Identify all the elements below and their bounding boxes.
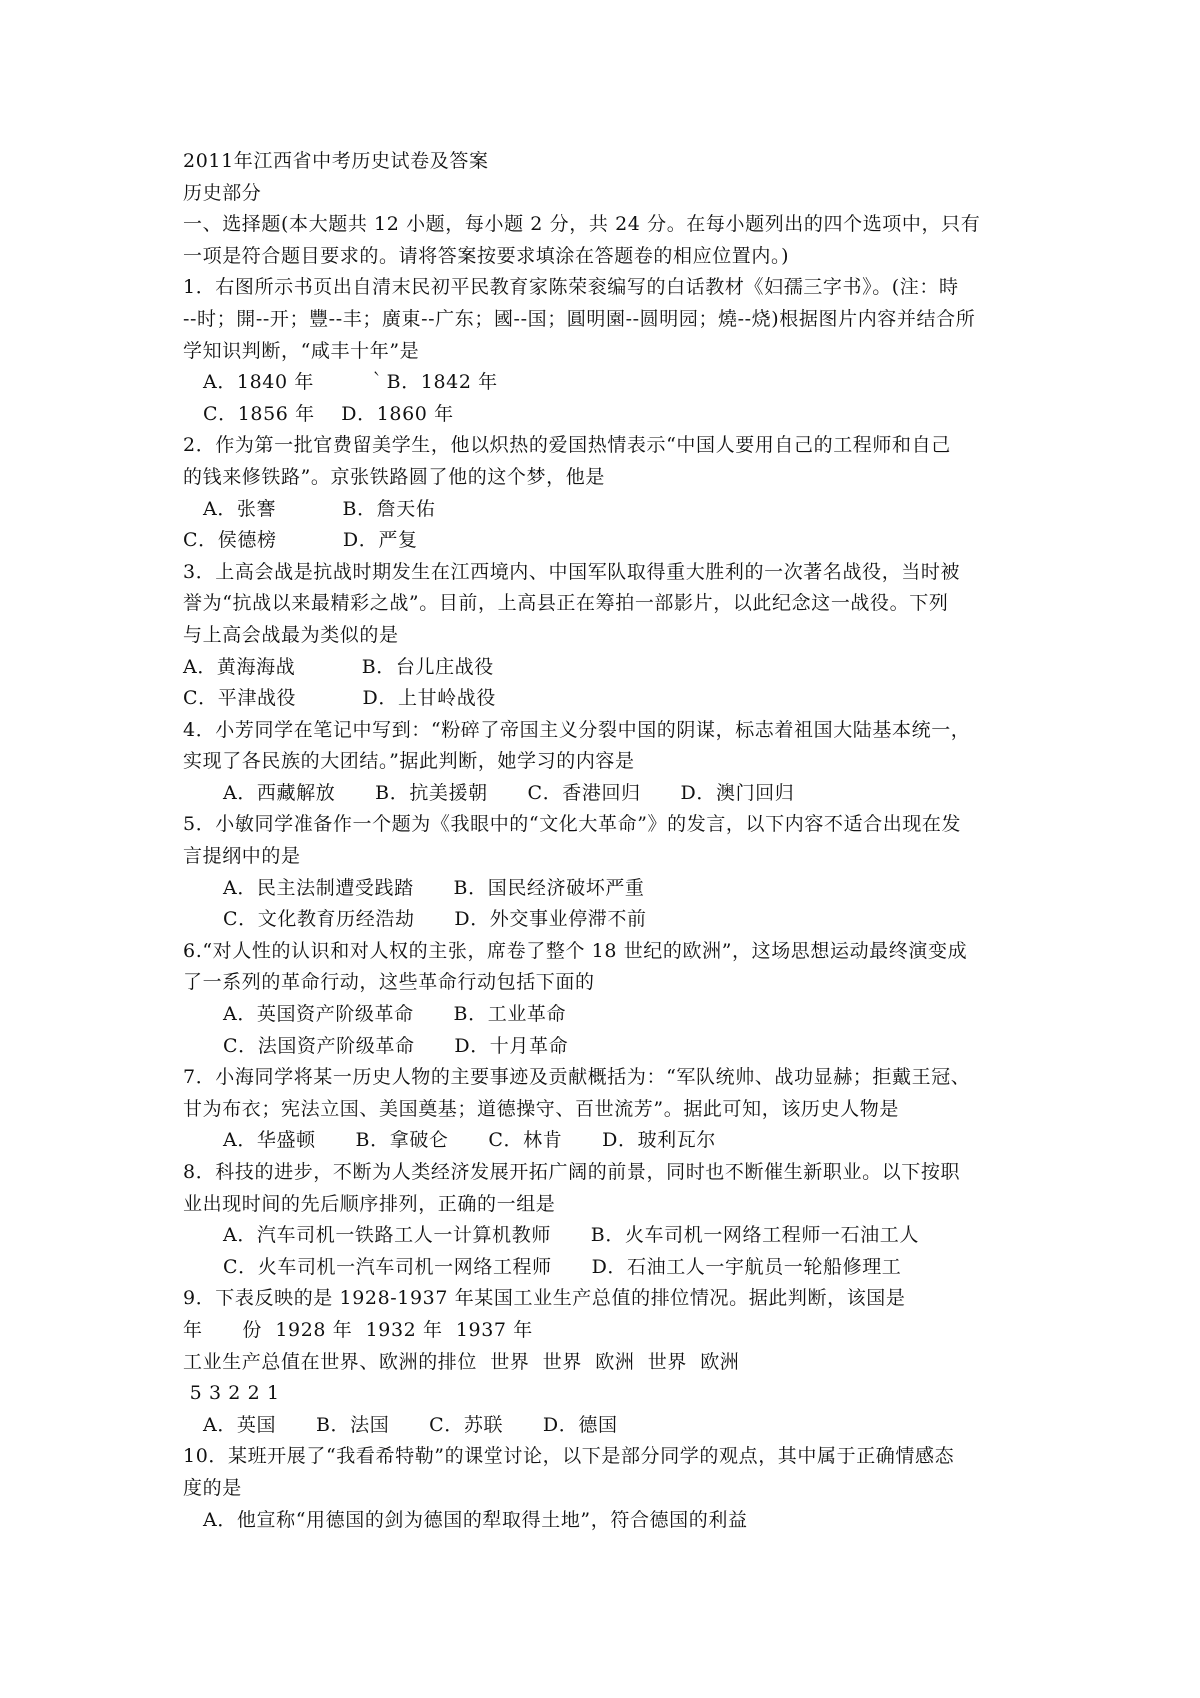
instructions-line: 一、选择题(本大题共 12 小题，每小题 2 分，共 24 分。在每小题列出的四个选项中，只有 (183, 213, 981, 236)
question-1-stem: --时；開--开；豐--丰；廣東--广东；國--国；圓明園--圆明园；燒--烧)根据图片内容并结合所 (183, 307, 976, 330)
question-6-options: C．法国资产阶级革命 D．十月革命 (223, 1034, 569, 1057)
instructions-line: 一项是符合题目要求的。请将答案按要求填涂在答题卷的相应位置内。) (183, 244, 790, 267)
question-9-options: A．英国 B．法国 C．苏联 D．德国 (203, 1413, 618, 1436)
question-4-options: A．西藏解放 B．抗美援朝 C．香港回归 D．澳门回归 (223, 781, 795, 804)
question-2-options: C．侯德榜 D．严复 (183, 529, 418, 552)
question-8-options: A．汽车司机一铁路工人一计算机教师 B．火车司机一网络工程师一石油工人 (223, 1224, 919, 1247)
question-3-options: C．平津战役 D．上甘岭战役 (183, 687, 496, 710)
question-3-options: A．黄海海战 B．台儿庄战役 (183, 655, 494, 678)
document-title: 2011年江西省中考历史试卷及答案 (183, 150, 489, 172)
question-8-options: C．火车司机一汽车司机一网络工程师 D．石油工人一宇航员一轮船修理工 (223, 1255, 902, 1278)
question-10-stem: 度的是 (183, 1476, 242, 1499)
question-4-stem: 实现了各民族的大团结。”据此判断，她学习的内容是 (183, 750, 635, 773)
question-8-stem: 8．科技的进步，不断为人类经济发展开拓广阔的前景，同时也不断催生新职业。以下按职 (183, 1161, 961, 1183)
question-9-table-line: 工业生产总值在世界、欧洲的排位 世界 世界 欧洲 世界 欧洲 (183, 1350, 740, 1373)
question-9-table-line: 5 3 2 2 1 (183, 1382, 280, 1405)
question-7-stem: 甘为布衣；宪法立国、美国奠基；道德操守、百世流芳”。据此可知，该历史人物是 (183, 1097, 899, 1120)
question-5-options: A．民主法制遭受践踏 B．国民经济破坏严重 (223, 876, 645, 899)
question-5-options: C．文化教育历经浩劫 D．外交事业停滞不前 (223, 908, 647, 931)
question-5-stem: 5．小敏同学准备作一个题为《我眼中的“文化大革命”》的发言，以下内容不适合出现在发 (183, 813, 962, 836)
question-1-stem: 学知识判断，“咸丰十年”是 (183, 339, 420, 362)
question-1-options: A．1840 年 ｀B．1842 年 (203, 371, 498, 394)
question-1-options: C．1856 年 D．1860 年 (203, 402, 454, 425)
question-6-stem: 了一系列的革命行动，这些革命行动包括下面的 (183, 971, 595, 994)
question-7-stem: 7．小海同学将某一历史人物的主要事迹及贡献概括为：“军队统帅、战功显赫；拒戴王冠、 (183, 1066, 971, 1089)
question-3-stem: 与上高会战最为类似的是 (183, 623, 399, 646)
question-7-options: A．华盛顿 B．拿破仑 C．林肯 D．玻利瓦尔 (223, 1129, 716, 1152)
question-2-options: A．张謇 B．詹天佑 (203, 497, 436, 520)
section-heading: 历史部分 (183, 181, 262, 204)
question-8-stem: 业出现时间的先后顺序排列，正确的一组是 (183, 1192, 556, 1215)
question-10-stem: 10．某班开展了“我看希特勒”的课堂讨论，以下是部分同学的观点，其中属于正确情感态 (183, 1445, 955, 1468)
question-10-options: A．他宣称“用德国的剑为德国的犁取得土地”，符合德国的利益 (203, 1508, 748, 1531)
question-2-stem: 2．作为第一批官费留美学生，他以炽热的爱国热情表示“中国人要用自己的工程师和自己 (183, 434, 951, 457)
question-9-stem: 9．下表反映的是 1928-1937 年某国工业生产总值的排位情况。据此判断，该国是 (183, 1287, 906, 1310)
question-6-stem: 6.“对人性的认识和对人权的主张，席卷了整个 18 世纪的欧洲”，这场思想运动最终演变成 (183, 939, 968, 962)
question-6-options: A．英国资产阶级革命 B．工业革命 (223, 1003, 567, 1026)
question-3-stem: 誉为“抗战以来最精彩之战”。目前，上高县正在筹拍一部影片，以此纪念这一战役。下列 (183, 592, 949, 615)
question-4-stem: 4．小芳同学在笔记中写到：“粉碎了帝国主义分裂中国的阴谋，标志着祖国大陆基本统一， (183, 718, 971, 741)
question-3-stem: 3．上高会战是抗战时期发生在江西境内、中国军队取得重大胜利的一次著名战役，当时被 (183, 560, 961, 583)
question-9-table-line: 年 份 1928 年 1932 年 1937 年 (183, 1318, 533, 1341)
question-1-stem: 1．右图所示书页出自清末民初平民教育家陈荣衮编写的白话教材《妇孺三字书》。(注：時 (183, 276, 959, 299)
question-5-stem: 言提纲中的是 (183, 845, 301, 868)
question-2-stem: 的钱来修铁路”。京张铁路圆了他的这个梦，他是 (183, 465, 605, 488)
document-body (183, 146, 1033, 1536)
